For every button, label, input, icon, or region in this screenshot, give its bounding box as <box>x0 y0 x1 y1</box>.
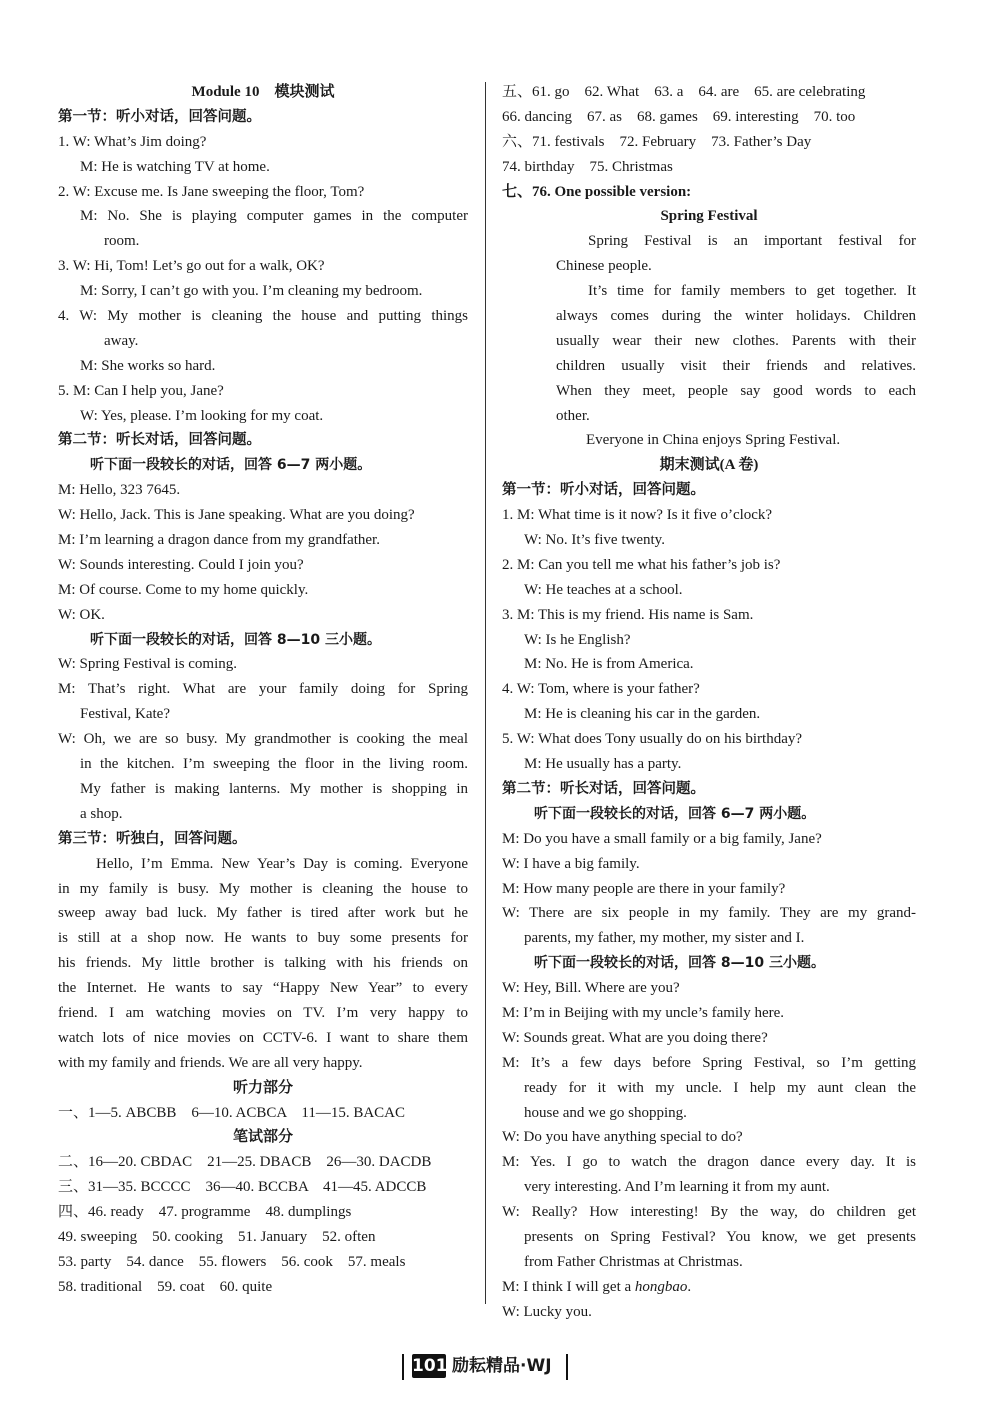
text-line: W: Sounds great. What are you doing there? <box>502 1029 768 1046</box>
text-line: very interesting. And I’m learning it from my aunt. <box>524 1179 830 1196</box>
text-line: from Father Christmas at Christmas. <box>524 1253 743 1270</box>
text-line: W: Yes, please. I’m looking for my coat. <box>80 407 324 424</box>
text-line: W: Really? How interesting! By the way, do children get <box>502 1204 916 1221</box>
text-line: in my family is busy. My mother is cleaning the house to <box>58 880 468 897</box>
text-line: 1. W: What’s Jim doing? <box>58 133 207 150</box>
text-line: M: I’m learning a dragon dance from my grandfather. <box>58 532 380 549</box>
text-line: M: He usually has a party. <box>524 756 682 773</box>
text-line: M: Do you have a small family or a big family, Jane? <box>502 830 822 847</box>
text-line: W: Hello, Jack. This is Jane speaking. What are you doing? <box>58 507 415 524</box>
text-line: W: Do you have anything special to do? <box>502 1129 743 1146</box>
text-line: M: I’m in Beijing with my uncle’s family here. <box>502 1004 785 1021</box>
section-title: Module 10 模块测试 <box>191 84 335 100</box>
instruction-line: 听下面一段较长的对话，回答 8—10 三小题。 <box>90 631 381 648</box>
text-line: 1. M: What time is it now? Is it five o’clock? <box>502 507 773 524</box>
text-line: watch lots of nice movies on CCTV-6. I want to share them <box>58 1029 468 1046</box>
text-line: M: Of course. Come to my home quickly. <box>58 581 309 598</box>
text-line: M: It’s a few days before Spring Festival, so I’m getting <box>502 1054 916 1071</box>
text-line: Chinese people. <box>556 258 652 275</box>
text-line: M: No. She is playing computer games in the computer <box>80 208 468 225</box>
text-line: M: She works so hard. <box>80 357 216 374</box>
footer-bar-left <box>402 1354 404 1380</box>
section-heading: 第二节：听长对话，回答问题。 <box>58 432 261 449</box>
text-line: Festival, Kate? <box>80 706 170 723</box>
text-line: W: Lucky you. <box>502 1303 592 1320</box>
text-line: 58. traditional 59. coat 60. quite <box>58 1278 273 1295</box>
text-line: 49. sweeping 50. cooking 51. January 52. often <box>58 1228 376 1245</box>
text-line: in the kitchen. I’m sweeping the floor in the living room. <box>80 756 468 773</box>
text-line: usually wear their new clothes. Parents with their <box>556 332 916 349</box>
text-line: other. <box>556 407 590 424</box>
column-divider <box>485 82 486 1304</box>
text-line: M: No. He is from America. <box>524 656 694 673</box>
instruction-line: 听下面一段较长的对话，回答 6—7 两小题。 <box>90 457 372 474</box>
text-line: room. <box>104 233 140 250</box>
text-line: 五、61. go 62. What 63. a 64. are 65. are celebrating <box>502 84 866 100</box>
text-line: children usually visit their friends and relatives. <box>556 357 916 374</box>
section-heading: 第三节：听独白，回答问题。 <box>58 830 247 847</box>
text-line: parents, my father, my mother, my sister and I. <box>524 930 805 947</box>
text-line: It’s time for family members to get together. It <box>588 283 916 300</box>
text-line: M: That’s right. What are your family doing for Spring <box>58 681 468 698</box>
instruction-line: 听下面一段较长的对话，回答 8—10 三小题。 <box>534 955 825 972</box>
text-line: W: Sounds interesting. Could I join you? <box>58 556 304 573</box>
text-line: always comes during the winter holidays. Children <box>556 308 916 325</box>
text-line: M: How many people are there in your family? <box>502 880 786 897</box>
brand-label: 励耘精品·WJ <box>452 1356 552 1376</box>
text-line: 5. W: What does Tony usually do on his birthday? <box>502 731 803 748</box>
right-column <box>502 80 916 1325</box>
instruction-line: 听下面一段较长的对话，回答 6—7 两小题。 <box>534 805 816 822</box>
section-heading: 第二节：听长对话，回答问题。 <box>502 780 705 797</box>
text-line: W: Is he English? <box>524 631 631 648</box>
centered-heading: Spring Festival <box>660 208 758 225</box>
page-number: 101 <box>412 1356 448 1376</box>
text-line: presents on Spring Festival? You know, we get presents <box>524 1228 916 1245</box>
text-line: W: OK. <box>58 606 105 623</box>
text-line: 4. W: My mother is cleaning the house and putting things <box>58 308 468 325</box>
text-line: 3. M: This is my friend. His name is Sam. <box>502 606 754 623</box>
text-line: W: No. It’s five twenty. <box>524 532 665 549</box>
text-line: 七、76. One possible version: <box>502 183 692 200</box>
text-line: M: I think I will get a hongbao. <box>502 1278 692 1295</box>
text-line: M: Hello, 323 7645. <box>58 482 181 499</box>
text-line: sweep away bad luck. My father is tired after work but he <box>58 905 468 922</box>
text-line: When they meet, people say good words to each <box>556 382 916 399</box>
text-line: Everyone in China enjoys Spring Festival. <box>586 432 841 449</box>
text-line: 二、16—20. CBDAC 21—25. DBACB 26—30. DACDB <box>58 1154 432 1171</box>
left-column <box>58 80 468 1300</box>
text-line: W: Spring Festival is coming. <box>58 656 238 673</box>
text-line: 一、1—5. ABCBB 6—10. ACBCA 11—15. BACAC <box>58 1104 405 1121</box>
text-line: 三、31—35. BCCCC 36—40. BCCBA 41—45. ADCCB <box>58 1179 427 1196</box>
text-line: W: There are six people in my family. They are my grand- <box>502 905 916 922</box>
text-line: 66. dancing 67. as 68. games 69. interesting 70. too <box>502 108 856 125</box>
text-line: Spring Festival is an important festival for <box>588 233 916 250</box>
text-line: M: He is cleaning his car in the garden. <box>524 706 761 723</box>
text-line: W: He teaches at a school. <box>524 581 683 598</box>
centered-heading: 期末测试(A 卷) <box>659 457 759 474</box>
text-line: 四、46. ready 47. programme 48. dumplings <box>58 1204 352 1221</box>
text-line: Hello, I’m Emma. New Year’s Day is coming. Everyone <box>96 855 468 872</box>
text-line: M: Yes. I go to watch the dragon dance every day. It is <box>502 1154 916 1171</box>
text-line: away. <box>104 332 139 349</box>
section-heading: 第一节：听小对话，回答问题。 <box>58 108 261 125</box>
page-footer <box>400 1352 600 1382</box>
centered-heading: 听力部分 <box>232 1079 293 1096</box>
text-line: 六、71. festivals 72. February 73. Father’s Day <box>502 133 812 150</box>
text-line: his friends. My little brother is talking with his friends on <box>58 955 468 972</box>
text-line: 53. party 54. dance 55. flowers 56. cook 57. meals <box>58 1253 406 1270</box>
text-line: My father is making lanterns. My mother is shopping in <box>80 780 468 797</box>
text-line: 2. M: Can you tell me what his father’s job is? <box>502 556 781 573</box>
text-line: W: Oh, we are so busy. My grandmother is cooking the meal <box>58 731 468 748</box>
text-line: ready for it with my uncle. I help my aunt clean the <box>524 1079 916 1096</box>
text-line: 3. W: Hi, Tom! Let’s go out for a walk, OK? <box>58 258 325 275</box>
text-line: 5. M: Can I help you, Jane? <box>58 382 224 399</box>
footer-bar-right <box>566 1354 568 1380</box>
text-line: a shop. <box>80 805 123 822</box>
text-line: is still at a shop now. He wants to buy some presents for <box>58 930 468 947</box>
text-line: the Internet. He wants to say “Happy New Year” to every <box>58 980 468 997</box>
text-line: W: I have a big family. <box>502 855 640 872</box>
text-line: M: He is watching TV at home. <box>80 158 270 175</box>
text-line: 4. W: Tom, where is your father? <box>502 681 700 698</box>
text-line: friend. I am watching movies on TV. I’m very happy to <box>58 1004 468 1021</box>
text-line: 74. birthday 75. Christmas <box>502 158 673 175</box>
text-line: 2. W: Excuse me. Is Jane sweeping the floor, Tom? <box>58 183 365 200</box>
section-heading: 第一节：听小对话，回答问题。 <box>502 482 705 499</box>
text-line: W: Hey, Bill. Where are you? <box>502 980 680 997</box>
text-line: house and we go shopping. <box>524 1104 687 1121</box>
centered-heading: 笔试部分 <box>232 1129 293 1146</box>
text-line: with my family and friends. We are all very happy. <box>58 1054 363 1071</box>
text-line: M: Sorry, I can’t go with you. I’m cleaning my bedroom. <box>80 283 423 300</box>
